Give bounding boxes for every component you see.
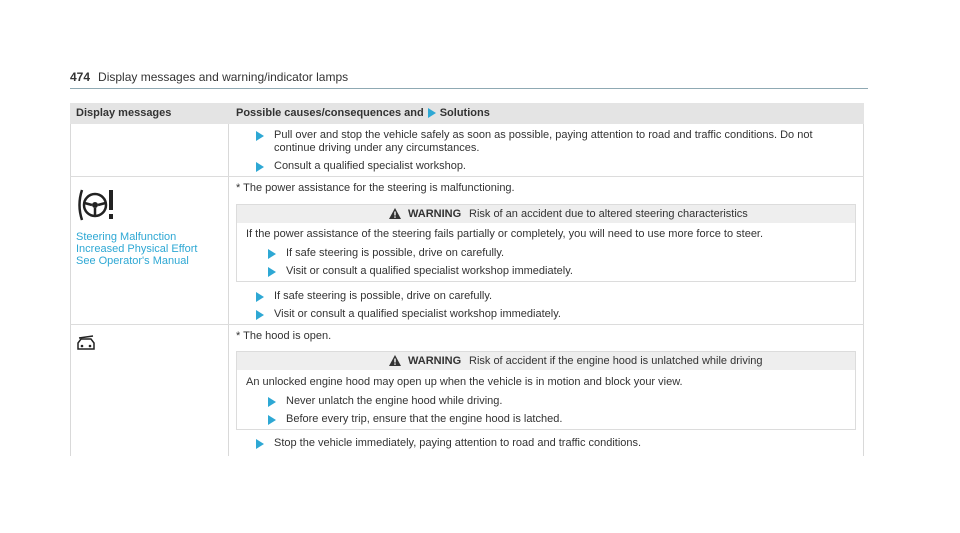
- list-item: Pull over and stop the vehicle safely as soon as possible, paying attention to road and traffic conditions. Do not continue driving under any circumstances.: [256, 129, 856, 155]
- bullet-arrow-icon: [268, 397, 276, 407]
- warning-triangle-icon: [389, 355, 401, 366]
- col-header-causes: Possible causes/consequences and Solutions: [236, 107, 490, 119]
- list-item: Never unlatch the engine hood while driving.: [268, 395, 502, 408]
- cause-text: * The power assistance for the steering is malfunctioning.: [236, 182, 515, 194]
- bullet-arrow-icon: [256, 292, 264, 302]
- col-header-display-messages: Display messages: [76, 107, 172, 119]
- warning-header: [237, 352, 855, 370]
- row-divider: [70, 324, 864, 325]
- row-divider: [70, 176, 864, 177]
- warning-header: [237, 205, 855, 223]
- warning-box: [236, 351, 856, 430]
- page-title: Display messages and warning/indicator lamps: [98, 70, 349, 84]
- solutions-arrow-icon: [428, 108, 436, 118]
- page-header: [70, 70, 348, 84]
- bullet-arrow-icon: [268, 249, 276, 259]
- bullet-arrow-icon: [268, 267, 276, 277]
- list-item: Before every trip, ensure that the engine hood is latched.: [268, 413, 562, 426]
- bullet-arrow-icon: [256, 310, 264, 320]
- list-item: If safe steering is possible, drive on carefully.: [256, 290, 492, 303]
- col-divider: [228, 124, 229, 456]
- warning-body: If the power assistance of the steering fails partially or completely, you will need to use more force to steer.: [246, 228, 764, 240]
- warning-label: WARNING: [408, 208, 462, 220]
- warning-title: Risk of an accident due to altered steering characteristics: [469, 208, 748, 220]
- warning-label: WARNING: [408, 355, 462, 367]
- list-item: Visit or consult a qualified specialist workshop immediately.: [256, 308, 561, 321]
- list-item: Consult a qualified specialist workshop.: [256, 160, 466, 173]
- table-header: [70, 103, 864, 124]
- bullet-arrow-icon: [256, 162, 264, 172]
- open-hood-icon: [76, 335, 96, 351]
- header-rule: [70, 88, 868, 89]
- warning-title: Risk of accident if the engine hood is unlatched while driving: [469, 355, 763, 367]
- table-left-border: [70, 124, 71, 456]
- list-item: Stop the vehicle immediately, paying attention to road and traffic conditions.: [256, 437, 641, 450]
- list-item: If safe steering is possible, drive on carefully.: [268, 247, 504, 260]
- page-number: 474: [70, 70, 91, 84]
- bullet-arrow-icon: [256, 439, 264, 449]
- bullet-arrow-icon: [268, 415, 276, 425]
- warning-body: An unlocked engine hood may open up when the vehicle is in motion and block your view.: [246, 376, 683, 388]
- bullet-arrow-icon: [256, 131, 264, 141]
- table-right-border: [863, 124, 864, 456]
- warning-box: [236, 204, 856, 282]
- list-item: Visit or consult a qualified specialist workshop immediately.: [268, 265, 573, 278]
- steering-wheel-warning-icon: [76, 187, 116, 223]
- steering-message: Steering Malfunction Increased Physical Effort See Operator's Manual: [76, 231, 198, 267]
- cause-text: * The hood is open.: [236, 330, 332, 342]
- warning-triangle-icon: [389, 208, 401, 219]
- messages-table: [70, 103, 864, 456]
